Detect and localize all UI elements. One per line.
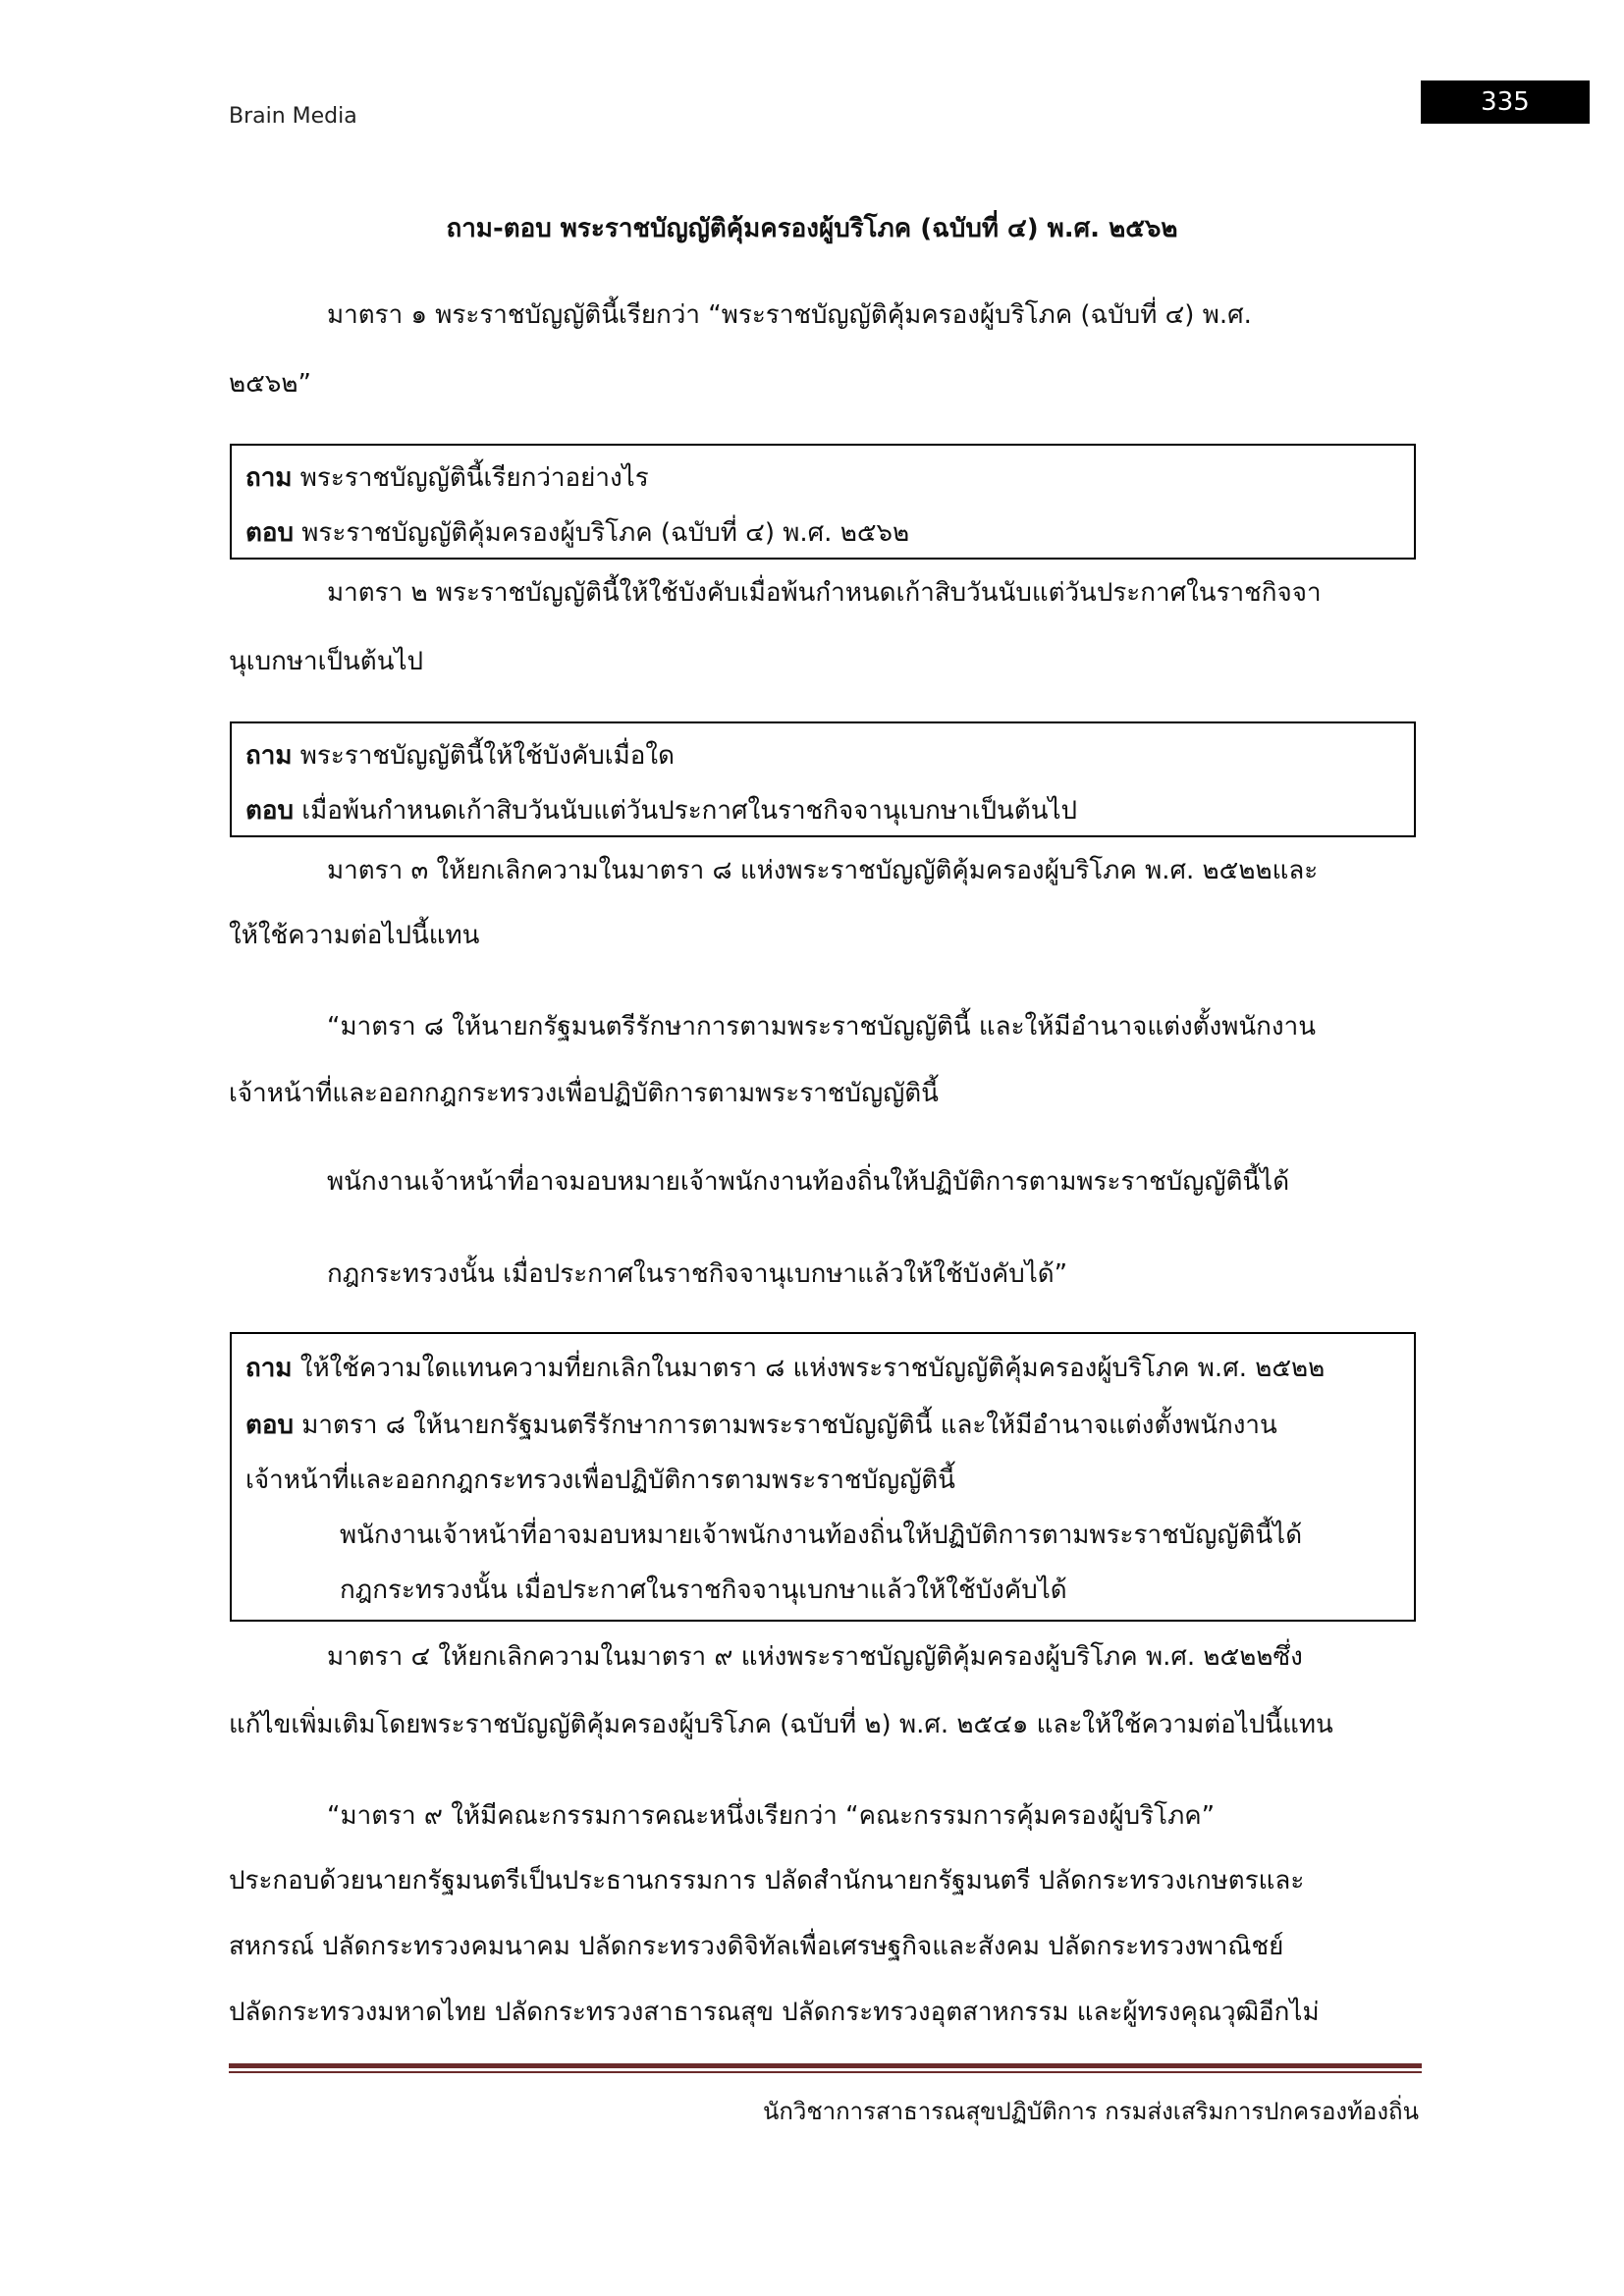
qa2-question	[245, 735, 675, 775]
question-label: ถาม	[245, 463, 293, 493]
answer-text: เมื่อพ้นกำหนดเก้าสิบวันนับแต่วันประกาศในราชกิจจานุเบกษาเป็นต้นไป	[294, 796, 1078, 826]
section4-quote-line1: “มาตรา ๙ ให้มีคณะกรรมการคณะหนึ่งเรียกว่า “คณะกรรมการคุ้มครองผู้บริโภค”	[327, 1801, 1216, 1831]
page-number: 335	[1421, 80, 1590, 124]
section4-quote-line2: ประกอบด้วยนายกรัฐมนตรีเป็นประธานกรรมการ ปลัดสำนักนายกรัฐมนตรี ปลัดกระทรวงเกษตรและ	[229, 1866, 1305, 1896]
section3-line1: มาตรา ๓ ให้ยกเลิกความในมาตรา ๘ แห่งพระราชบัญญัติคุ้มครองผู้บริโภค พ.ศ. ๒๕๒๒และ	[327, 856, 1319, 885]
question-label: ถาม	[245, 1354, 293, 1383]
section2-line1: มาตรา ๒ พระราชบัญญัตินี้ให้ใช้บังคับเมื่อพ้นกำหนดเก้าสิบวันนับแต่วันประกาศในราชกิจจา	[327, 578, 1322, 608]
footer-rule	[229, 2063, 1422, 2068]
footer-text: นักวิชาการสาธารณสุขปฏิบัติการ กรมส่งเสริมการปกครองท้องถิ่น	[762, 2098, 1419, 2125]
section4-quote-line4: ปลัดกระทรวงมหาดไทย ปลัดกระทรวงสาธารณสุข ปลัดกระทรวงอุตสาหกรรม และผู้ทรงคุณวุฒิอีกไม่	[229, 1998, 1320, 2027]
answer-text: มาตรา ๘ ให้นายกรัฐมนตรีรักษาการตามพระราชบัญญัตินี้ และให้มีอำนาจแต่งตั้งพนักงาน	[294, 1411, 1277, 1440]
section3-line2: ให้ใช้ความต่อไปนี้แทน	[229, 921, 480, 950]
qa-box-2	[230, 721, 1416, 837]
header-brand: Brain Media	[229, 104, 357, 129]
qa3-answer	[245, 1405, 1277, 1445]
section4-quote-line3: สหกรณ์ ปลัดกระทรวงคมนาคม ปลัดกระทรวงดิจิทัลเพื่อเศรษฐกิจและสังคม ปลัดกระทรวงพาณิชย์	[229, 1932, 1284, 1961]
question-text: ให้ใช้ความใดแทนความที่ยกเลิกในมาตรา ๘ แห่งพระราชบัญญัติคุ้มครองผู้บริโภค พ.ศ. ๒๕๒๒	[292, 1354, 1326, 1383]
section3-quote-line3: พนักงานเจ้าหน้าที่อาจมอบหมายเจ้าพนักงานท้องถิ่นให้ปฏิบัติการตามพระราชบัญญัตินี้ได้	[327, 1167, 1290, 1197]
question-text: พระราชบัญญัตินี้เรียกว่าอย่างไร	[292, 463, 649, 493]
qa3-question	[245, 1348, 1325, 1388]
question-label: ถาม	[245, 741, 293, 771]
qa-box-1	[230, 444, 1416, 560]
section1-line2: ๒๕๖๒”	[229, 369, 311, 399]
section3-quote-line1: “มาตรา ๘ ให้นายกรัฐมนตรีรักษาการตามพระราชบัญญัตินี้ และให้มีอำนาจแต่งตั้งพนักงาน	[327, 1012, 1316, 1041]
section3-quote-line2: เจ้าหน้าที่และออกกฎกระทรวงเพื่อปฏิบัติการตามพระราชบัญญัตินี้	[229, 1079, 939, 1108]
footer-rule-thin	[229, 2071, 1422, 2073]
qa2-answer	[245, 790, 1077, 830]
answer-label: ตอบ	[245, 796, 295, 826]
qa3-answer-line2: เจ้าหน้าที่และออกกฎกระทรวงเพื่อปฏิบัติการตามพระราชบัญญัตินี้	[245, 1466, 955, 1495]
section3-quote-line4: กฎกระทรวงนั้น เมื่อประกาศในราชกิจจานุเบกษาแล้วให้ใช้บังคับได้”	[327, 1259, 1068, 1289]
section4-line2: แก้ไขเพิ่มเติมโดยพระราชบัญญัติคุ้มครองผู้บริโภค (ฉบับที่ ๒) พ.ศ. ๒๕๔๑ และให้ใช้ความต่อไปนี้แทน	[229, 1710, 1333, 1739]
section4-line1: มาตรา ๔ ให้ยกเลิกความในมาตรา ๙ แห่งพระราชบัญญัติคุ้มครองผู้บริโภค พ.ศ. ๒๕๒๒ซึ่ง	[327, 1642, 1303, 1672]
qa3-answer-line3: พนักงานเจ้าหน้าที่อาจมอบหมายเจ้าพนักงานท้องถิ่นให้ปฏิบัติการตามพระราชบัญญัตินี้ได้	[340, 1521, 1303, 1550]
answer-label: ตอบ	[245, 518, 295, 548]
qa-box-3	[230, 1332, 1416, 1622]
section2-line2: นุเบกษาเป็นต้นไป	[229, 647, 424, 676]
question-text: พระราชบัญญัตินี้ให้ใช้บังคับเมื่อใด	[292, 741, 675, 771]
answer-label: ตอบ	[245, 1411, 295, 1440]
qa3-answer-line4: กฎกระทรวงนั้น เมื่อประกาศในราชกิจจานุเบกษาแล้วให้ใช้บังคับได้	[340, 1575, 1067, 1605]
qa1-question	[245, 457, 649, 498]
document-title: ถาม-ตอบ พระราชบัญญัติคุ้มครองผู้บริโภค (ฉบับที่ ๔) พ.ศ. ๒๕๖๒	[446, 214, 1178, 243]
qa1-answer	[245, 512, 909, 553]
section1-line1: มาตรา ๑ พระราชบัญญัตินี้เรียกว่า “พระราชบัญญัติคุ้มครองผู้บริโภค (ฉบับที่ ๔) พ.ศ.	[327, 300, 1252, 330]
answer-text: พระราชบัญญัติคุ้มครองผู้บริโภค (ฉบับที่ ๔) พ.ศ. ๒๕๖๒	[294, 518, 910, 548]
